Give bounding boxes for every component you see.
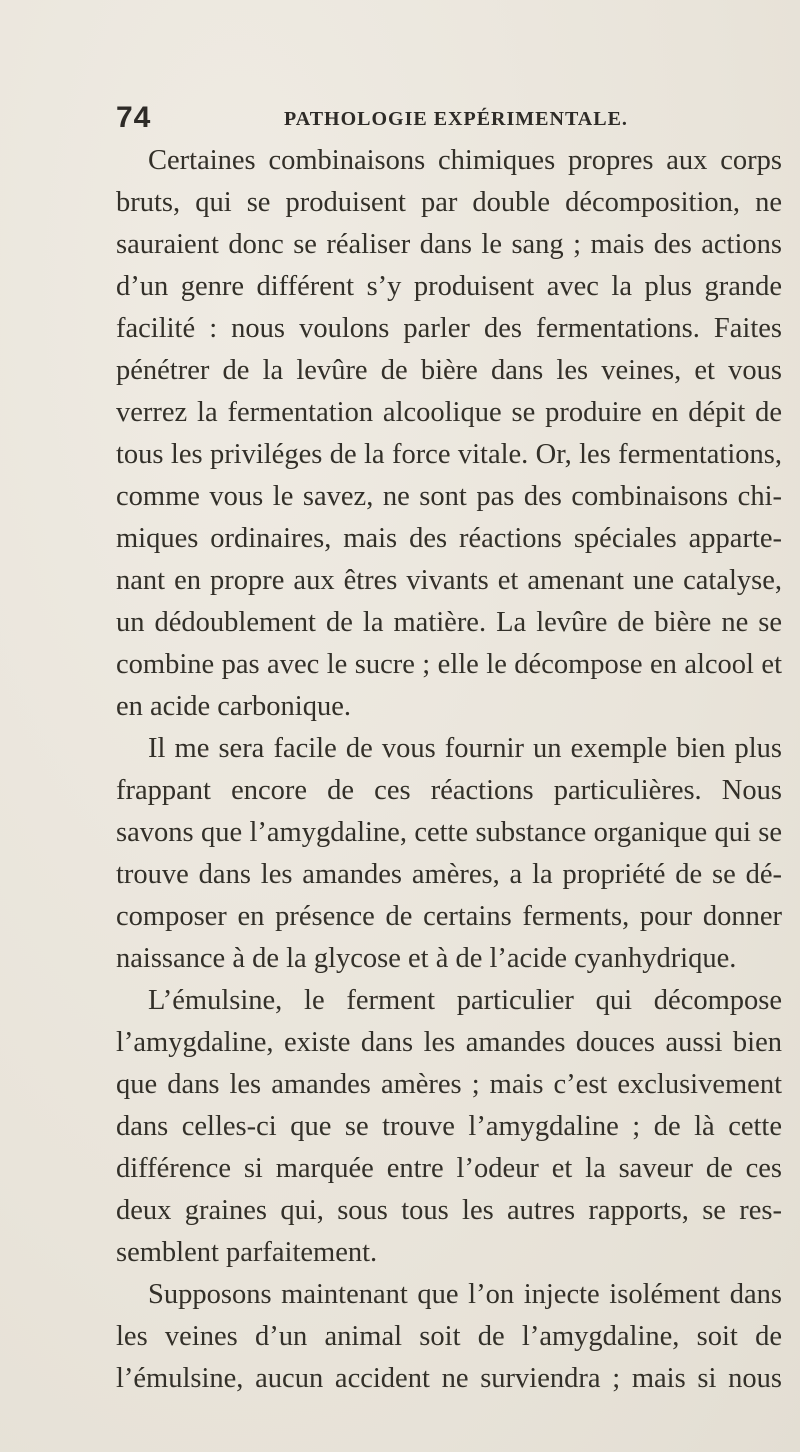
text-line: naissance à de la glycose et à de l’acide cyanhydrique. [116,943,737,974]
running-head [116,100,776,140]
text-line: savons que l’amygdaline, cette substance organique qui se [116,817,782,848]
page-number: 74 [116,101,152,134]
text-line: pénétrer de la levûre de bière dans les veines, et vous [116,355,782,386]
running-title: PATHOLOGIE EXPÉRIMENTALE. [284,108,628,130]
text-line: l’émulsine, aucun accident ne surviendra ; mais si nous [116,1363,782,1394]
text-line: Il me sera facile de vous fournir un exemple bien plus [148,733,782,764]
text-line: les veines d’un animal soit de l’amygdaline, soit de [116,1321,782,1352]
text-line: nant en propre aux êtres vivants et amenant une catalyse, [116,565,782,596]
text-line: Certaines combinaisons chimiques propres aux corps [148,145,782,176]
text-line: un dédoublement de la matière. La levûre de bière ne se [116,607,782,638]
text-line: combine pas avec le sucre ; elle le décompose en alcool et [116,649,782,680]
text-line: semblent parfaitement. [116,1237,378,1268]
text-line: L’émulsine, le ferment particulier qui décompose [148,985,782,1016]
body-text [116,140,782,1400]
text-line: que dans les amandes amères ; mais c’est exclusivement [116,1069,782,1100]
text-line: comme vous le savez, ne sont pas des combinaisons chi- [116,481,782,512]
text-line: l’amygdaline, existe dans les amandes douces aussi bien [116,1027,782,1058]
text-line: en acide carbonique. [116,691,351,722]
text-line: miques ordinaires, mais des réactions spéciales apparte- [116,523,782,554]
text-line: facilité : nous voulons parler des fermentations. Faites [116,313,782,344]
text-line: Supposons maintenant que l’on injecte isolément dans [148,1279,782,1310]
text-line: d’un genre différent s’y produisent avec la plus grande [116,271,782,302]
text-line: sauraient donc se réaliser dans le sang ; mais des actions [116,229,782,260]
text-line: frappant encore de ces réactions particulières. Nous [116,775,782,806]
text-line: différence si marquée entre l’odeur et la saveur de ces [116,1153,782,1184]
text-line: deux graines qui, sous tous les autres rapports, se res- [116,1195,782,1226]
text-line: dans celles-ci que se trouve l’amygdaline ; de là cette [116,1111,782,1142]
text-line: trouve dans les amandes amères, a la propriété de se dé- [116,859,782,890]
text-line: verrez la fermentation alcoolique se produire en dépit de [116,397,782,428]
text-line: bruts, qui se produisent par double décomposition, ne [116,187,782,218]
text-line: tous les priviléges de la force vitale. Or, les fermentations, [116,439,782,470]
text-line: composer en présence de certains ferments, pour donner [116,901,782,932]
